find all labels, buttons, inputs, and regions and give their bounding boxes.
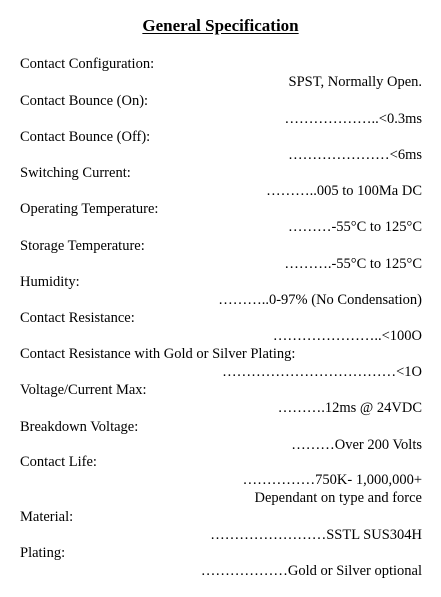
spec-value: …………………..<100O bbox=[272, 328, 422, 344]
spec-value: ………Over 200 Volts bbox=[291, 437, 422, 453]
spec-value: ……….-55°C to 125°C bbox=[284, 256, 422, 272]
spec-label: Material: bbox=[20, 509, 74, 525]
spec-label: Operating Temperature: bbox=[20, 201, 159, 217]
spec-value: ………..005 to 100Ma DC bbox=[266, 183, 422, 199]
spec-contact-resistance-plating bbox=[20, 345, 422, 381]
spec-storage-temperature bbox=[20, 237, 422, 273]
spec-label: Breakdown Voltage: bbox=[20, 419, 139, 435]
spec-label: Contact Resistance: bbox=[20, 310, 135, 326]
spec-label: Storage Temperature: bbox=[20, 238, 145, 254]
spec-value: SPST, Normally Open. bbox=[288, 74, 422, 90]
spec-value: ………-55°C to 125°C bbox=[287, 219, 422, 235]
spec-label: Contact Configuration: bbox=[20, 56, 155, 72]
spec-label: Contact Bounce (On): bbox=[20, 93, 149, 109]
spec-label: Voltage/Current Max: bbox=[20, 382, 147, 398]
spec-value: ………………Gold or Silver optional bbox=[200, 563, 422, 579]
spec-label: Humidity: bbox=[20, 274, 80, 290]
spec-label: Contact Resistance with Gold or Silver Plating: bbox=[20, 346, 296, 362]
spec-humidity bbox=[20, 273, 422, 309]
spec-plating bbox=[20, 544, 422, 580]
spec-voltage-current-max bbox=[20, 381, 422, 417]
spec-value: ………..0-97% (No Condensation) bbox=[218, 292, 422, 308]
spec-value: ……………………SSTL SUS304H bbox=[210, 527, 422, 543]
spec-contact-bounce-on bbox=[20, 92, 422, 128]
spec-label: Contact Life: bbox=[20, 454, 97, 470]
spec-material bbox=[20, 508, 422, 544]
spec-value: ……….12ms @ 24VDC bbox=[277, 400, 422, 416]
spec-value: ………………………………<1O bbox=[222, 364, 422, 380]
spec-operating-temperature bbox=[20, 200, 422, 236]
spec-label: Switching Current: bbox=[20, 165, 131, 181]
spec-value: …………………<6ms bbox=[288, 147, 422, 163]
spec-label: Contact Bounce (Off): bbox=[20, 129, 151, 145]
spec-value: ……………750K- 1,000,000+ bbox=[242, 472, 422, 488]
spec-value-note: Dependant on type and force bbox=[254, 490, 422, 506]
document-title: General Specification bbox=[142, 16, 299, 35]
spec-value: ………………..<0.3ms bbox=[284, 111, 422, 127]
spec-contact-resistance bbox=[20, 309, 422, 345]
spec-breakdown-voltage bbox=[20, 418, 422, 454]
spec-contact-bounce-off bbox=[20, 128, 422, 164]
spec-contact-configuration bbox=[20, 55, 422, 91]
spec-label: Plating: bbox=[20, 545, 66, 561]
spec-switching-current bbox=[20, 164, 422, 200]
spec-contact-life bbox=[20, 453, 422, 507]
